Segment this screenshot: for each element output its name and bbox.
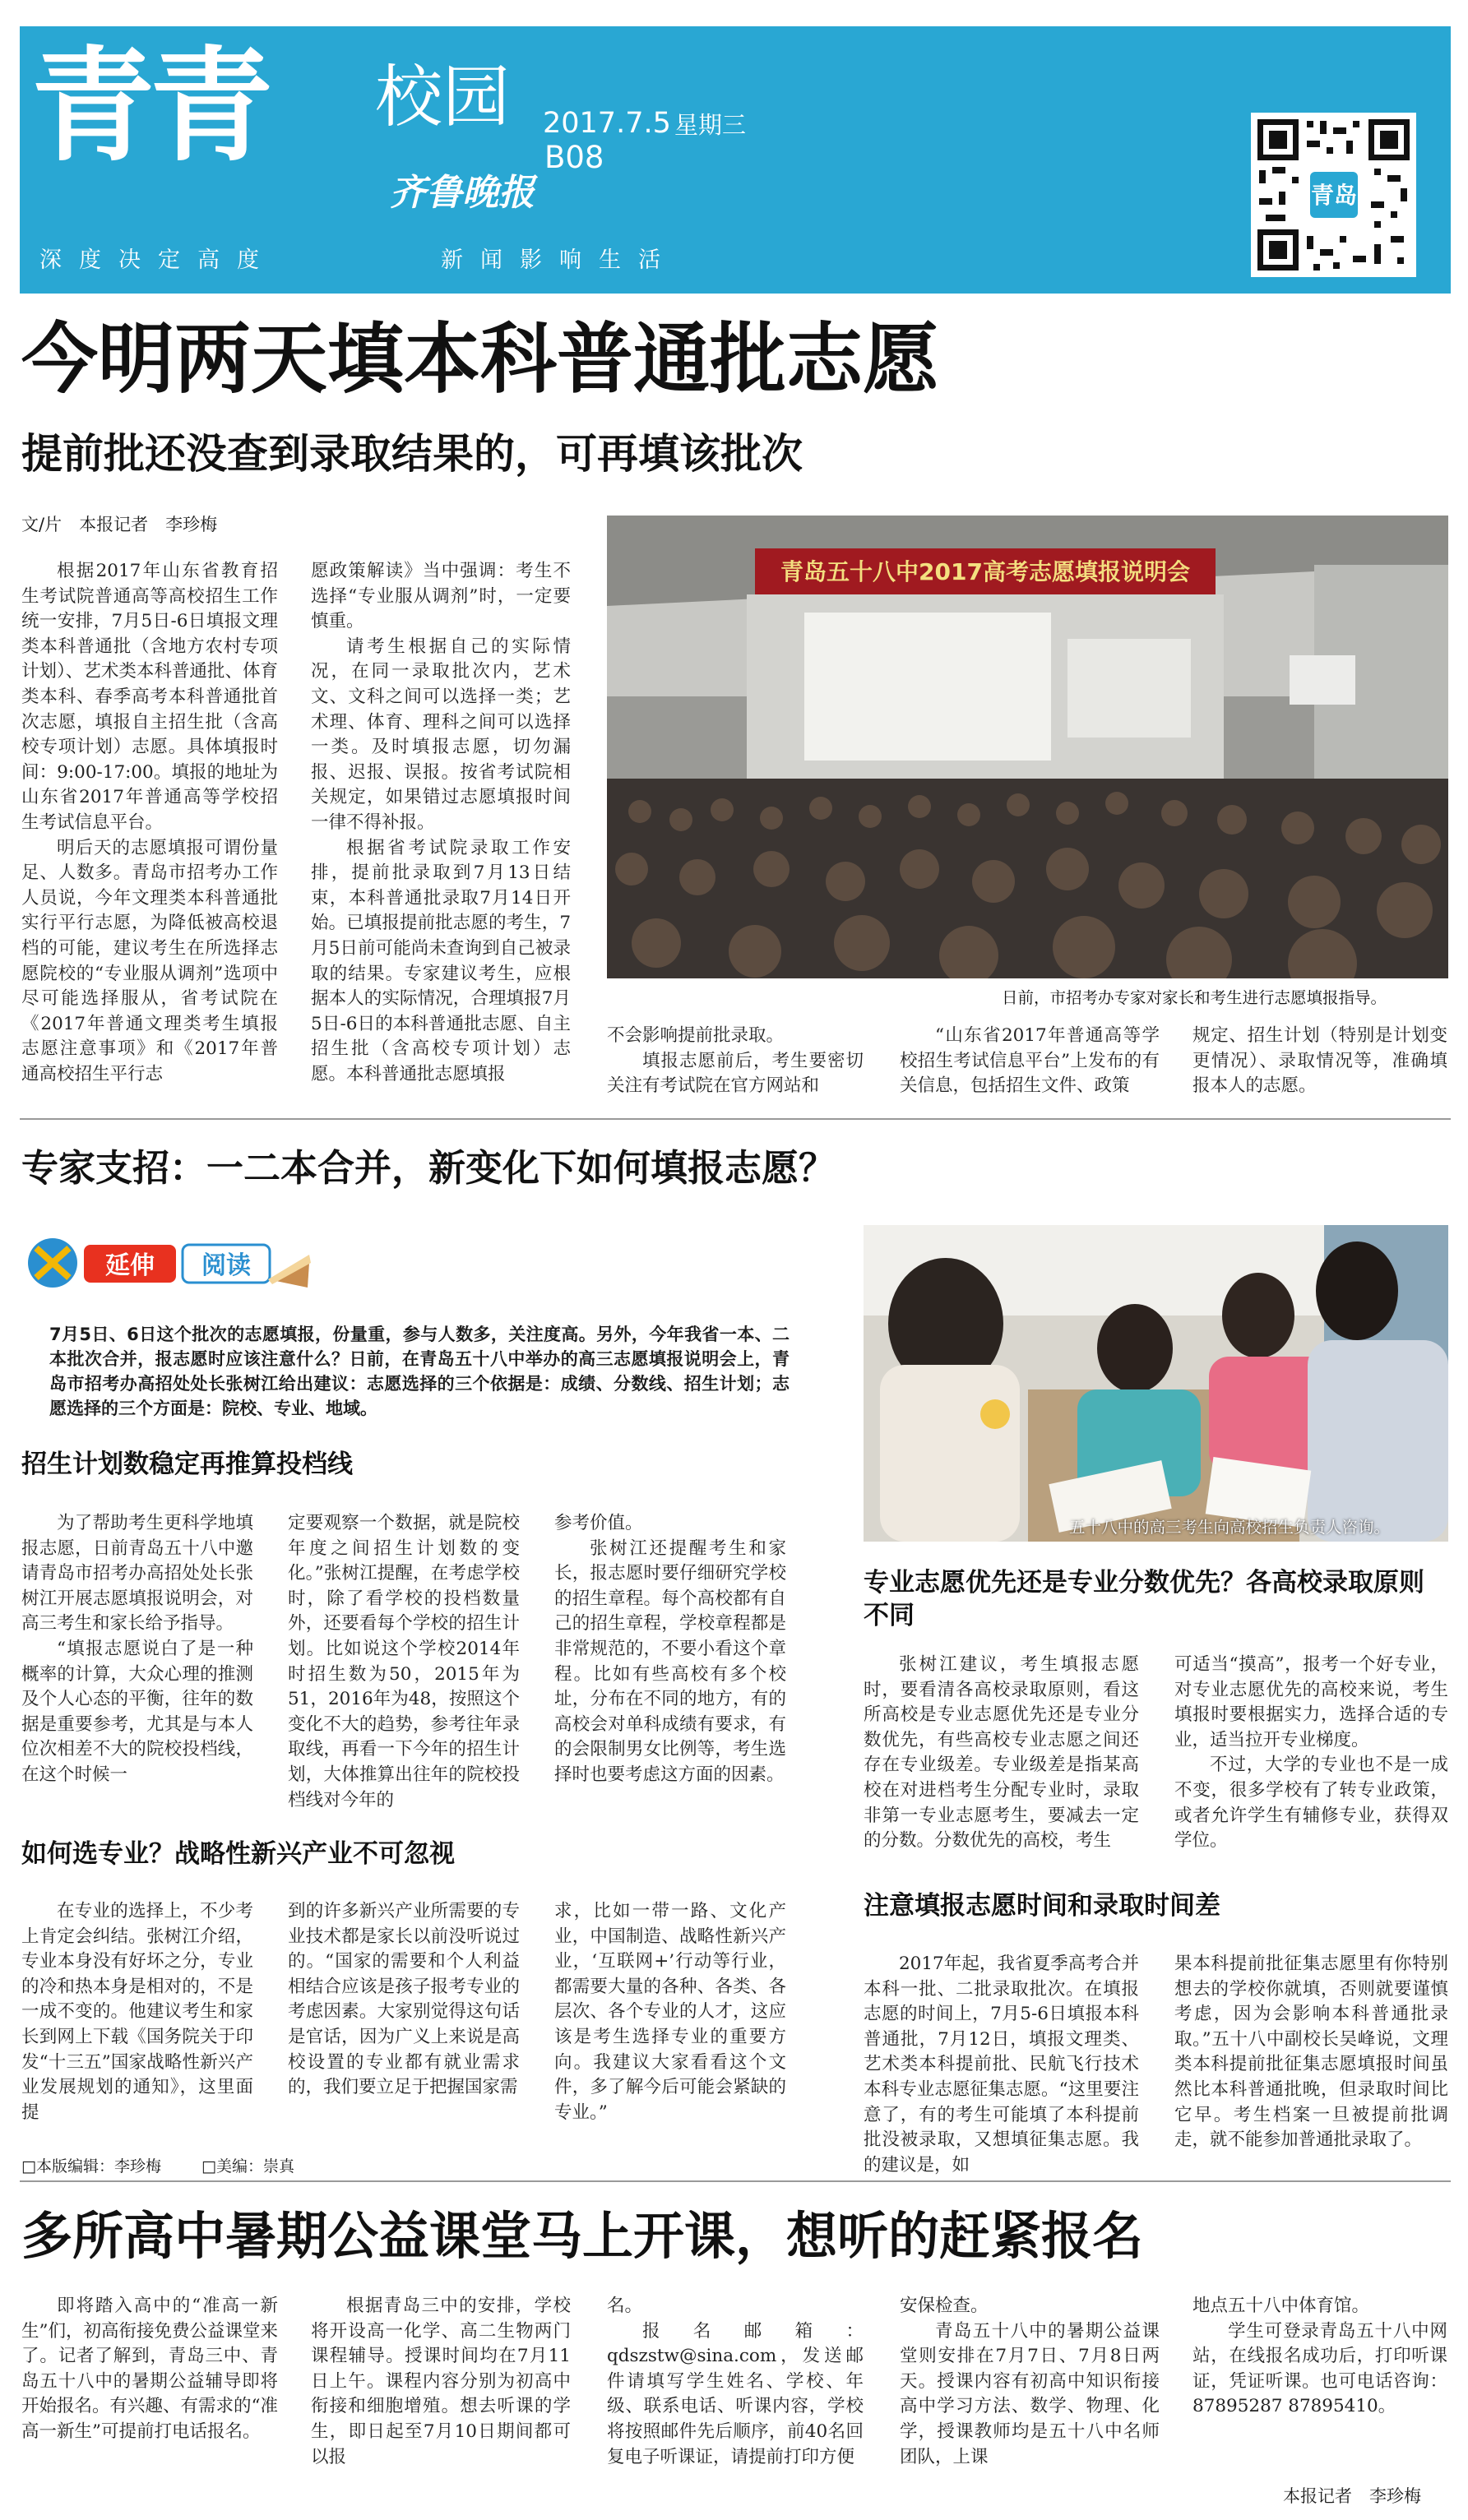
- article1-col1: 根据2017年山东省教育招生考试院普通高等高校招生工作统一安排，7月5日-6日填报文理类本科普通批（含地方农村专项计划）、艺术类本科普通批、体育类本科、春季高考本科普通批首次志愿，填报自主招生批（含高校专项计划）志愿。具体填报时间：9:00-17:00。填报的地址为山东省2017年普通高等学校招生考试信息平台。 明后天的志愿填报可谓份量足、人数多。青岛市招考办工作人员说，今年文理类本科普通批实行平行志愿，为降低被高校退档的可能，建议考生在所选择志愿院校的“专业服从调剂”选项中尽可能选择服从，省考试院在《2017年普通文理类考生填报志愿注意事项》和《2017年普通高校招生平行志: [21, 561, 278, 1084]
- sub3-col2: 可适当“摸高”，报考一个好专业，对专业志愿优先的高校来说，考生填报时要根据实力，选择合适的专业，适当拉开专业梯度。 不过，大学的专业也不是一成不变，很多学校有了转专业政策，或者允许学生有辅修专业，获得双学位。: [1174, 1654, 1448, 1852]
- sub2-col1: 在专业的选择上，不少考上肯定会纠结。张树江介绍，专业本身没有好坏之分，专业的冷和热本身是相对的，不是一成不变的。他建议考生和家长到网上下载《国务院关于印发“十三五”国家战略性新兴产业发展规划的通知》，这里面提: [21, 1901, 253, 2123]
- byline-main: 文/片 本报记者 李珍梅: [21, 515, 218, 534]
- credit-editor: □本版编辑：李珍梅: [21, 2157, 161, 2176]
- photo-caption-seminar: 日前，市招考办专家对家长和考生进行志愿填报指导。: [1002, 988, 1387, 1007]
- article1-col2: 愿政策解读》当中强调：考生不选择“专业服从调剂”时，一定要慎重。 请考生根据自己的实际情况，在同一录取批次内，艺术文、文科之间可以选择一类；艺术理、体育、理科之间可以选择一类。及时填报志愿，切勿漏报、迟报、误报。按省考试院相关规定，如果错过志愿填报时间一律不得补报。 根据省考试院录取工作安排，提前批录取到7月13日结束，本科普通批录取7月14日开始。已填报提前批志愿的考生，7月5日前可能尚未查询到自己被录取的结果。专家建议考生，应根据本人的实际情况，合理填报7月5日-6日的本科普通批志愿、自主招生批（含高校专项计划）志愿。本科普通批志愿填报: [311, 561, 571, 1084]
- qr-center-label: 青岛: [1310, 182, 1358, 209]
- sub1-col1: 为了帮助考生更科学地填报志愿，日前青岛五十八中邀请青岛市招考办高招处处长张树江开展志愿填报说明会，对高三考生和家长给予指导。 “填报志愿说白了是一种概率的计算，大众心理的推测及个人心态的平衡，往年的数据是重要参考，尤其是与本人位次相差不大的院校投档线，在这个时候一: [21, 1513, 253, 1785]
- sub2-title: 如何选专业？战略性新兴产业不可忽视: [21, 1839, 455, 1869]
- photo-consultation: [864, 1225, 1448, 1542]
- issue-date: 2017.7.5: [543, 107, 671, 140]
- badge-text-2: 阅读: [201, 1251, 251, 1280]
- sub3-title: 专业志愿优先还是专业分数优先？各高校录取原则不同: [864, 1568, 1424, 1630]
- issue-weekday: 星期三: [674, 111, 747, 139]
- headline-main: 今明两天填本科普通批志愿: [21, 315, 939, 404]
- credit-designer: □美编：崇真: [201, 2157, 294, 2176]
- sub4-title: 注意填报志愿时间和录取时间差: [864, 1891, 1220, 1921]
- sub1-title: 招生计划数稳定再推算投档线: [21, 1450, 353, 1479]
- byline-summer-class: 本报记者 李珍梅: [1283, 2486, 1421, 2506]
- masthead-logo: 青青: [31, 35, 269, 178]
- sub1-col2: 定要观察一个数据，就是院校年度之间招生计划数的变化。”张树江提醒，在考虑学校时，除了看学校的投档数量外，还要看每个学校的招生计划。比如说这个学校2014年时招生数为50，2015年为51，2016年为48，按照这个变化不大的趋势，参考往年录取线，再看一下今年的招生计划，大体推算出往年的院校投档线对今年的: [288, 1513, 520, 1810]
- sub4-col1: 2017年起，我省夏季高考合并本科一批、二批录取批次。在填报志愿的时间上，7月5-6日填报本科普通批，7月12日，填报文理类、艺术类本科提前批、民航飞行技术本科专业志愿征集志愿。“这里要注意了，有的考生可能填了本科提前批没被录取，又想填征集志愿。我的建议是，如: [864, 1954, 1139, 2176]
- qr-code[interactable]: [1251, 113, 1416, 277]
- article3-col5: 地点五十八中体育馆。 学生可登录青岛五十八中网站，在线报名成功后，打印听课证，凭证听课。也可电话咨询：87895287 87895410。: [1192, 2296, 1447, 2417]
- article3-col3: 名。 报名邮箱：qdszstw@sina.com，发送邮件请填写学生姓名、学校、年级、联系电话、听课内容，学校将按照邮件先后顺序，前40名回复电子听课证，请提前打印方便: [607, 2296, 864, 2467]
- page-number: B08: [544, 140, 604, 175]
- sub1-col3: 参考价值。 张树江还提醒考生和家长，报志愿时要仔细研究学校的招生章程。每个高校都有自己的招生章程，学校章程都是非常规范的，不要小看这个章程。比如有些高校有多个校址，分布在不同的地方，有的高校会对单科成绩有要求，有的会限制男女比例等，考生选择时也要考虑这方面的因素。: [554, 1513, 786, 1785]
- sub2-col3: 求，比如一带一路、文化产业，中国制造、战略性新兴产业，‘互联网+’行动等行业，都需要大量的各种、各类、各层次、各个专业的人才，这应该是考生选择专业的重要方向。我建议大家看看这个文件，多了解今后可能会紧缺的专业。”: [554, 1901, 786, 2123]
- extended-reading-badge: [21, 1230, 317, 1296]
- article1-col5: 规定、招生计划（特别是计划变更情况）、录取情况等，准确填报本人的志愿。: [1192, 1025, 1447, 1097]
- photo-seminar: [607, 516, 1448, 978]
- subheadline-main: 提前批还没查到录取结果的，可再填该批次: [21, 430, 803, 478]
- badge-text: 延伸: [105, 1251, 155, 1280]
- divider-2: [20, 2180, 1451, 2182]
- article3-col2: 根据青岛三中的安排，学校将开设高一化学、高二生物两门课程辅导。授课时间均在7月11日上午。课程内容分别为初高中衔接和细胞增殖。想去听课的学生，即日起至7月10日期间都可以报: [311, 2296, 571, 2467]
- headline-expert: 专家支招：一二本合并，新变化下如何填报志愿？: [21, 1146, 836, 1190]
- article3-col4: 安保检查。 青岛五十八中的暑期公益课堂则安排在7月7日、7月8日两天。授课内容有初高中知识衔接高中学习方法、数学、物理、化学，授课教师均是五十八中名师团队，上课: [900, 2296, 1160, 2467]
- sub4-col2: 果本科提前批征集志愿里有你特别想去的学校你就填，否则就要谨慎考虑，因为会影响本科普通批录取。”五十八中副校长吴峰说，文理类本科提前批征集志愿填报时间虽然比本科普通批晚，但录取时间比它早。考生档案一旦被提前批调走，就不能参加普通批录取了。: [1174, 1954, 1448, 2151]
- divider-1: [20, 1118, 1451, 1120]
- headline-summer-class: 多所高中暑期公益课堂马上开课，想听的赶紧报名: [21, 2206, 1144, 2266]
- article1-col3: 不会影响提前批录取。 填报志愿前后，考生要密切关注有考试院在官方网站和: [607, 1025, 864, 1097]
- expert-intro: 7月5日、6日这个批次的志愿填报，份量重，参与人数多，关注度高。另外，今年我省一本、二本批次合并，报志愿时应该注意什么？日前，在青岛五十八中举办的高三志愿填报说明会上，青岛市招考办高招处处长张树江给出建议：志愿选择的三个依据是：成绩、分数线、招生计划；志愿选择的三个方面是：院校、专业、地域。: [49, 1325, 790, 1418]
- newspaper-name: 齐鲁晚报: [390, 172, 535, 214]
- sub2-col2: 到的许多新兴产业所需要的专业技术都是家长以前没听说过的。“国家的需要和个人利益相结合应该是孩子报考专业的考虑因素。大家别觉得这句话是官话，因为广义上来说是高校设置的专业都有就业需求的，我们要立足于把握国家需: [288, 1901, 520, 2098]
- slogan-right: 新闻影响生活: [441, 247, 678, 273]
- photo-caption-consultation: 五十八中的高三考生向高校招生负责人咨询。: [1069, 1518, 1391, 1537]
- sub3-col1: 张树江建议，考生填报志愿时，要看清各高校录取原则，看这所高校是专业志愿优先还是专业分数优先，有些高校专业志愿之间还存在专业级差。专业级差是指某高校在对进档考生分配专业时，录取非第一专业志愿考生，要减去一定的分数。分数优先的高校，考生: [864, 1654, 1139, 1852]
- slogan-left: 深度决定高度: [39, 247, 276, 273]
- section-name: 校园: [375, 58, 511, 136]
- article1-col4: “山东省2017年普通高等学校招生考试信息平台”上发布的有关信息，包括招生文件、政策: [900, 1025, 1160, 1097]
- photo-banner-text: 青岛五十八中2017高考志愿填报说明会: [780, 558, 1190, 585]
- article3-col1: 即将踏入高中的“准高一新生”们，初高衔接免费公益课堂来了。记者了解到，青岛三中、青岛五十八中的暑期公益辅导即将开始报名。有兴趣、有需求的“准高一新生”可提前打电话报名。: [21, 2296, 278, 2442]
